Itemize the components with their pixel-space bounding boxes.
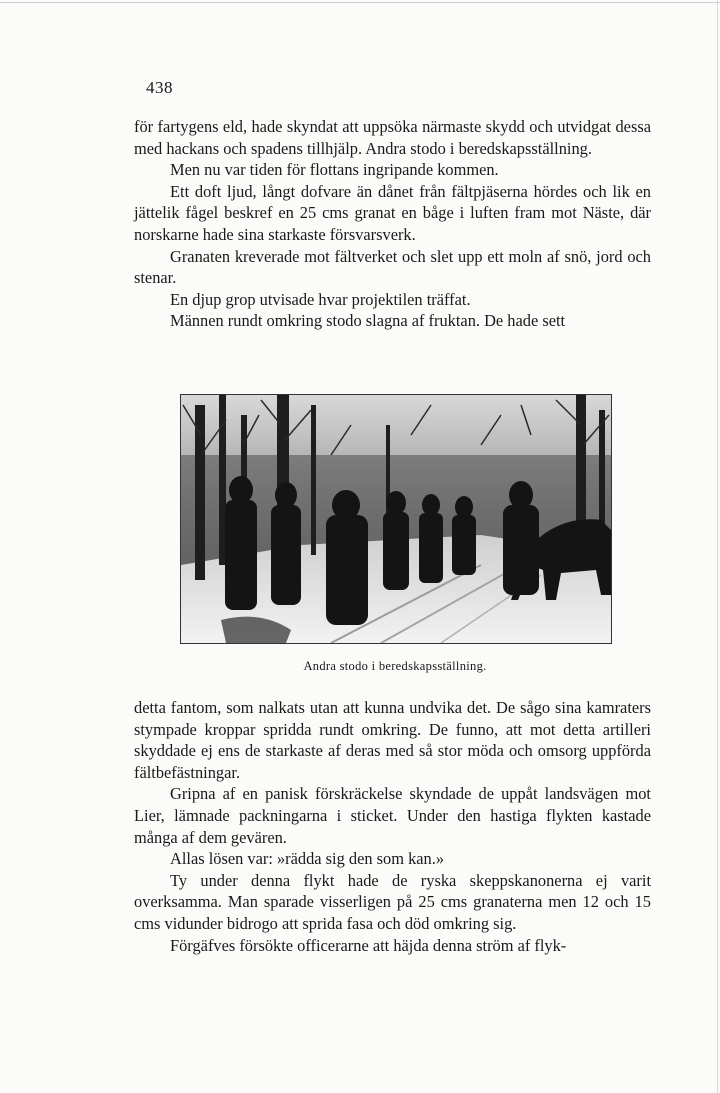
paragraph: Granaten kreverade mot fältverket och slet upp ett moln af snö, jord och stenar.: [134, 246, 651, 288]
page-number: 438: [146, 78, 173, 97]
paragraph-continued: detta fantom, som nalkats utan att kunna undvika det. De sågo sina kamraters stympade kroppar spridda rundt omkring. De funno, att mot detta artilleri skyddade ej ens de starkaste af deras med så stor möda och omsorg uppförda fältbefästningar.: [134, 698, 651, 782]
paragraph: Männen rundt omkring stodo slagna af fruktan. De hade sett: [170, 311, 566, 331]
body-text-top: [134, 116, 651, 332]
page-top-edge: [0, 2, 720, 3]
body-text-bottom: [134, 697, 651, 956]
paragraph: En djup grop utvisade hvar projektilen träffat.: [170, 289, 471, 309]
page-right-edge: [717, 0, 718, 1093]
paragraph: Allas lösen var: »rädda sig den som kan.»: [170, 849, 445, 869]
photo-soldiers-in-snowy-forest: [180, 394, 612, 644]
paragraph: Men nu var tiden för flottans ingripande kommen.: [170, 160, 499, 180]
paragraph: Ty under denna flykt hade de ryska skeppskanonerna ej varit overksamma. Man sparade visserligen på 25 cms granaterna men 12 och 15 cms vidunder bidrogo att sprida fasa och död omkring sig.: [134, 870, 651, 933]
figure-caption: Andra stodo i beredskapsställning.: [303, 659, 487, 673]
paragraph-continued: för fartygens eld, hade skyndat att uppsöka närmaste skydd och utvidgat dessa med hackans och spadens tillhjälp. Andra stodo i beredskapsställning.: [134, 117, 651, 158]
paragraph: Ett doft ljud, långt dofvare än dånet från fältpjäserna hördes och lik en jättelik fågel beskref en 25 cms granat en båge i luften fram mot Näste, där norskarne hade sina starkaste försvarsverk.: [134, 181, 651, 244]
paragraph: Gripna af en panisk förskräckelse skyndade de uppåt landsvägen mot Lier, lämnade packningarna i sticket. Under den hastiga flykten kastade många af dem gevären.: [134, 784, 651, 847]
photo-illustration: [181, 395, 611, 643]
paragraph: Förgäfves försökte officerarne att häjda denna ström af flyk-: [170, 935, 567, 955]
